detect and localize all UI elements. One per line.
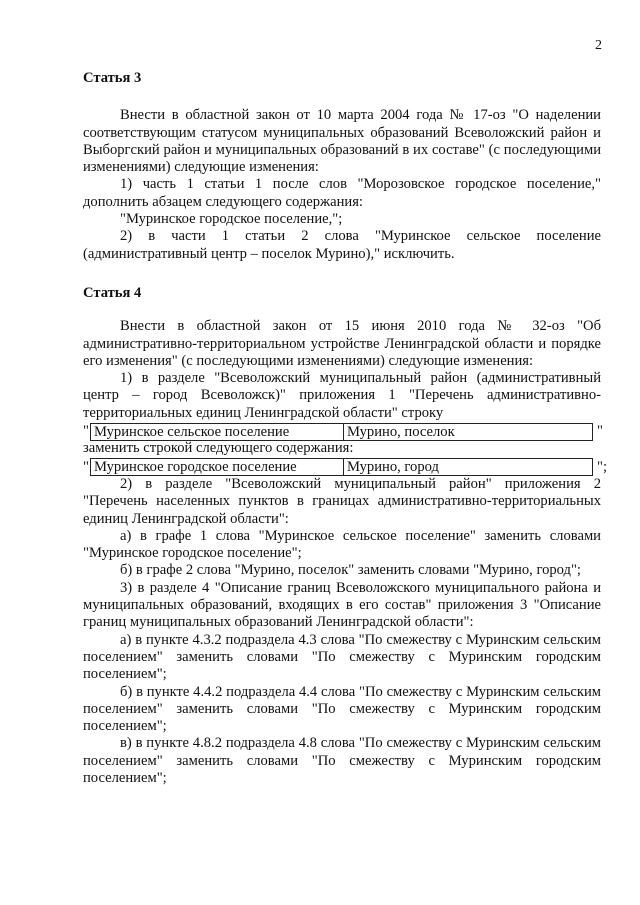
table-cell-settlement: Муринское городское поселение: [91, 459, 344, 475]
article-3-item-1: 1) часть 1 статьи 1 после слов "Морозовское городское поселение," дополнить абзацем следующего содержания:: [83, 176, 601, 210]
article-4-item-3a: а) в пункте 4.3.2 подраздела 4.3 слова "По смежеству с Муринским сельским поселением" заменить словами "По смежеству с Муринским городским поселением";: [83, 631, 601, 683]
table-row-old-box: [90, 423, 593, 441]
page-number: 2: [595, 38, 602, 53]
table-cell-center: Мурино, поселок: [347, 423, 455, 440]
article-4-item-3c: в) в пункте 4.8.2 подраздела 4.8 слова "По смежеству с Муринским сельским поселением" заменить словами "По смежеству с Муринским городским поселением";: [83, 735, 601, 786]
article-3-intro: Внести в областной закон от 10 марта 2004 года № 17-оз "О наделении соответствующим статусом муниципальных образований Всеволожский район и Выборгский район и муниципальных образований в их составе" (с последующими изменениями) следующие изменения:: [83, 107, 601, 176]
article-4-item-3: 3) в разделе 4 "Описание границ Всеволожского муниципального района и муниципальных образований, входящих в его состав" приложения 3 "Описание границ муниципальных образований Ленинградской области":: [83, 579, 601, 631]
article-4-item-2a: а) в графе 1 слова "Муринское сельское поселение" заменить словами "Муринское городское поселение";: [83, 527, 601, 562]
replace-text: заменить строкой следующего содержания:: [83, 440, 354, 457]
table-row-new: [83, 458, 608, 476]
article-3-heading: Статья 3: [83, 70, 142, 86]
table-cell-center: Мурино, город: [347, 459, 439, 476]
open-quote: ": [83, 458, 89, 475]
article-3-item-1-quote: "Муринское городское поселение,";: [120, 211, 343, 228]
article-4-heading: Статья 4: [83, 284, 142, 301]
table-row-new-box: [90, 458, 593, 476]
article-4-item-3b: б) в пункте 4.4.2 подраздела 4.4 слова "По смежеству с Муринским сельским поселением" заменить словами "По смежеству с Муринским городским поселением";: [83, 683, 601, 735]
article-3-item-2: 2) в части 1 статьи 2 слова "Муринское сельское поселение (административный центр – поселок Мурино)," исключить.: [83, 228, 601, 262]
open-quote: ": [83, 423, 89, 440]
article-4-item-1: 1) в разделе "Всеволожский муниципальный район (административный центр – город Всеволожск)" приложения 1 "Перечень административно-территориальных единиц Ленинградской области" строку: [83, 370, 601, 421]
article-4-item-2b: б) в графе 2 слова "Мурино, поселок" заменить словами "Мурино, город";: [120, 562, 581, 579]
table-cell-settlement: Муринское сельское поселение: [91, 424, 344, 440]
document-body: [83, 70, 608, 787]
close-quote: ": [597, 423, 603, 440]
close-quote: ";: [597, 458, 608, 475]
article-4-item-2: 2) в разделе "Всеволожский муниципальный район" приложения 2 "Перечень населенных пунктов в границах административно-территориальных единиц Ленинградской области":: [83, 475, 601, 527]
table-row-old: [83, 423, 601, 440]
article-4-intro: Внести в областной закон от 15 июня 2010 года № 32-оз "Об административно-территориальном устройстве Ленинградской области и порядке его изменения" (с последующими изменениями) следующие изменения:: [83, 318, 601, 369]
